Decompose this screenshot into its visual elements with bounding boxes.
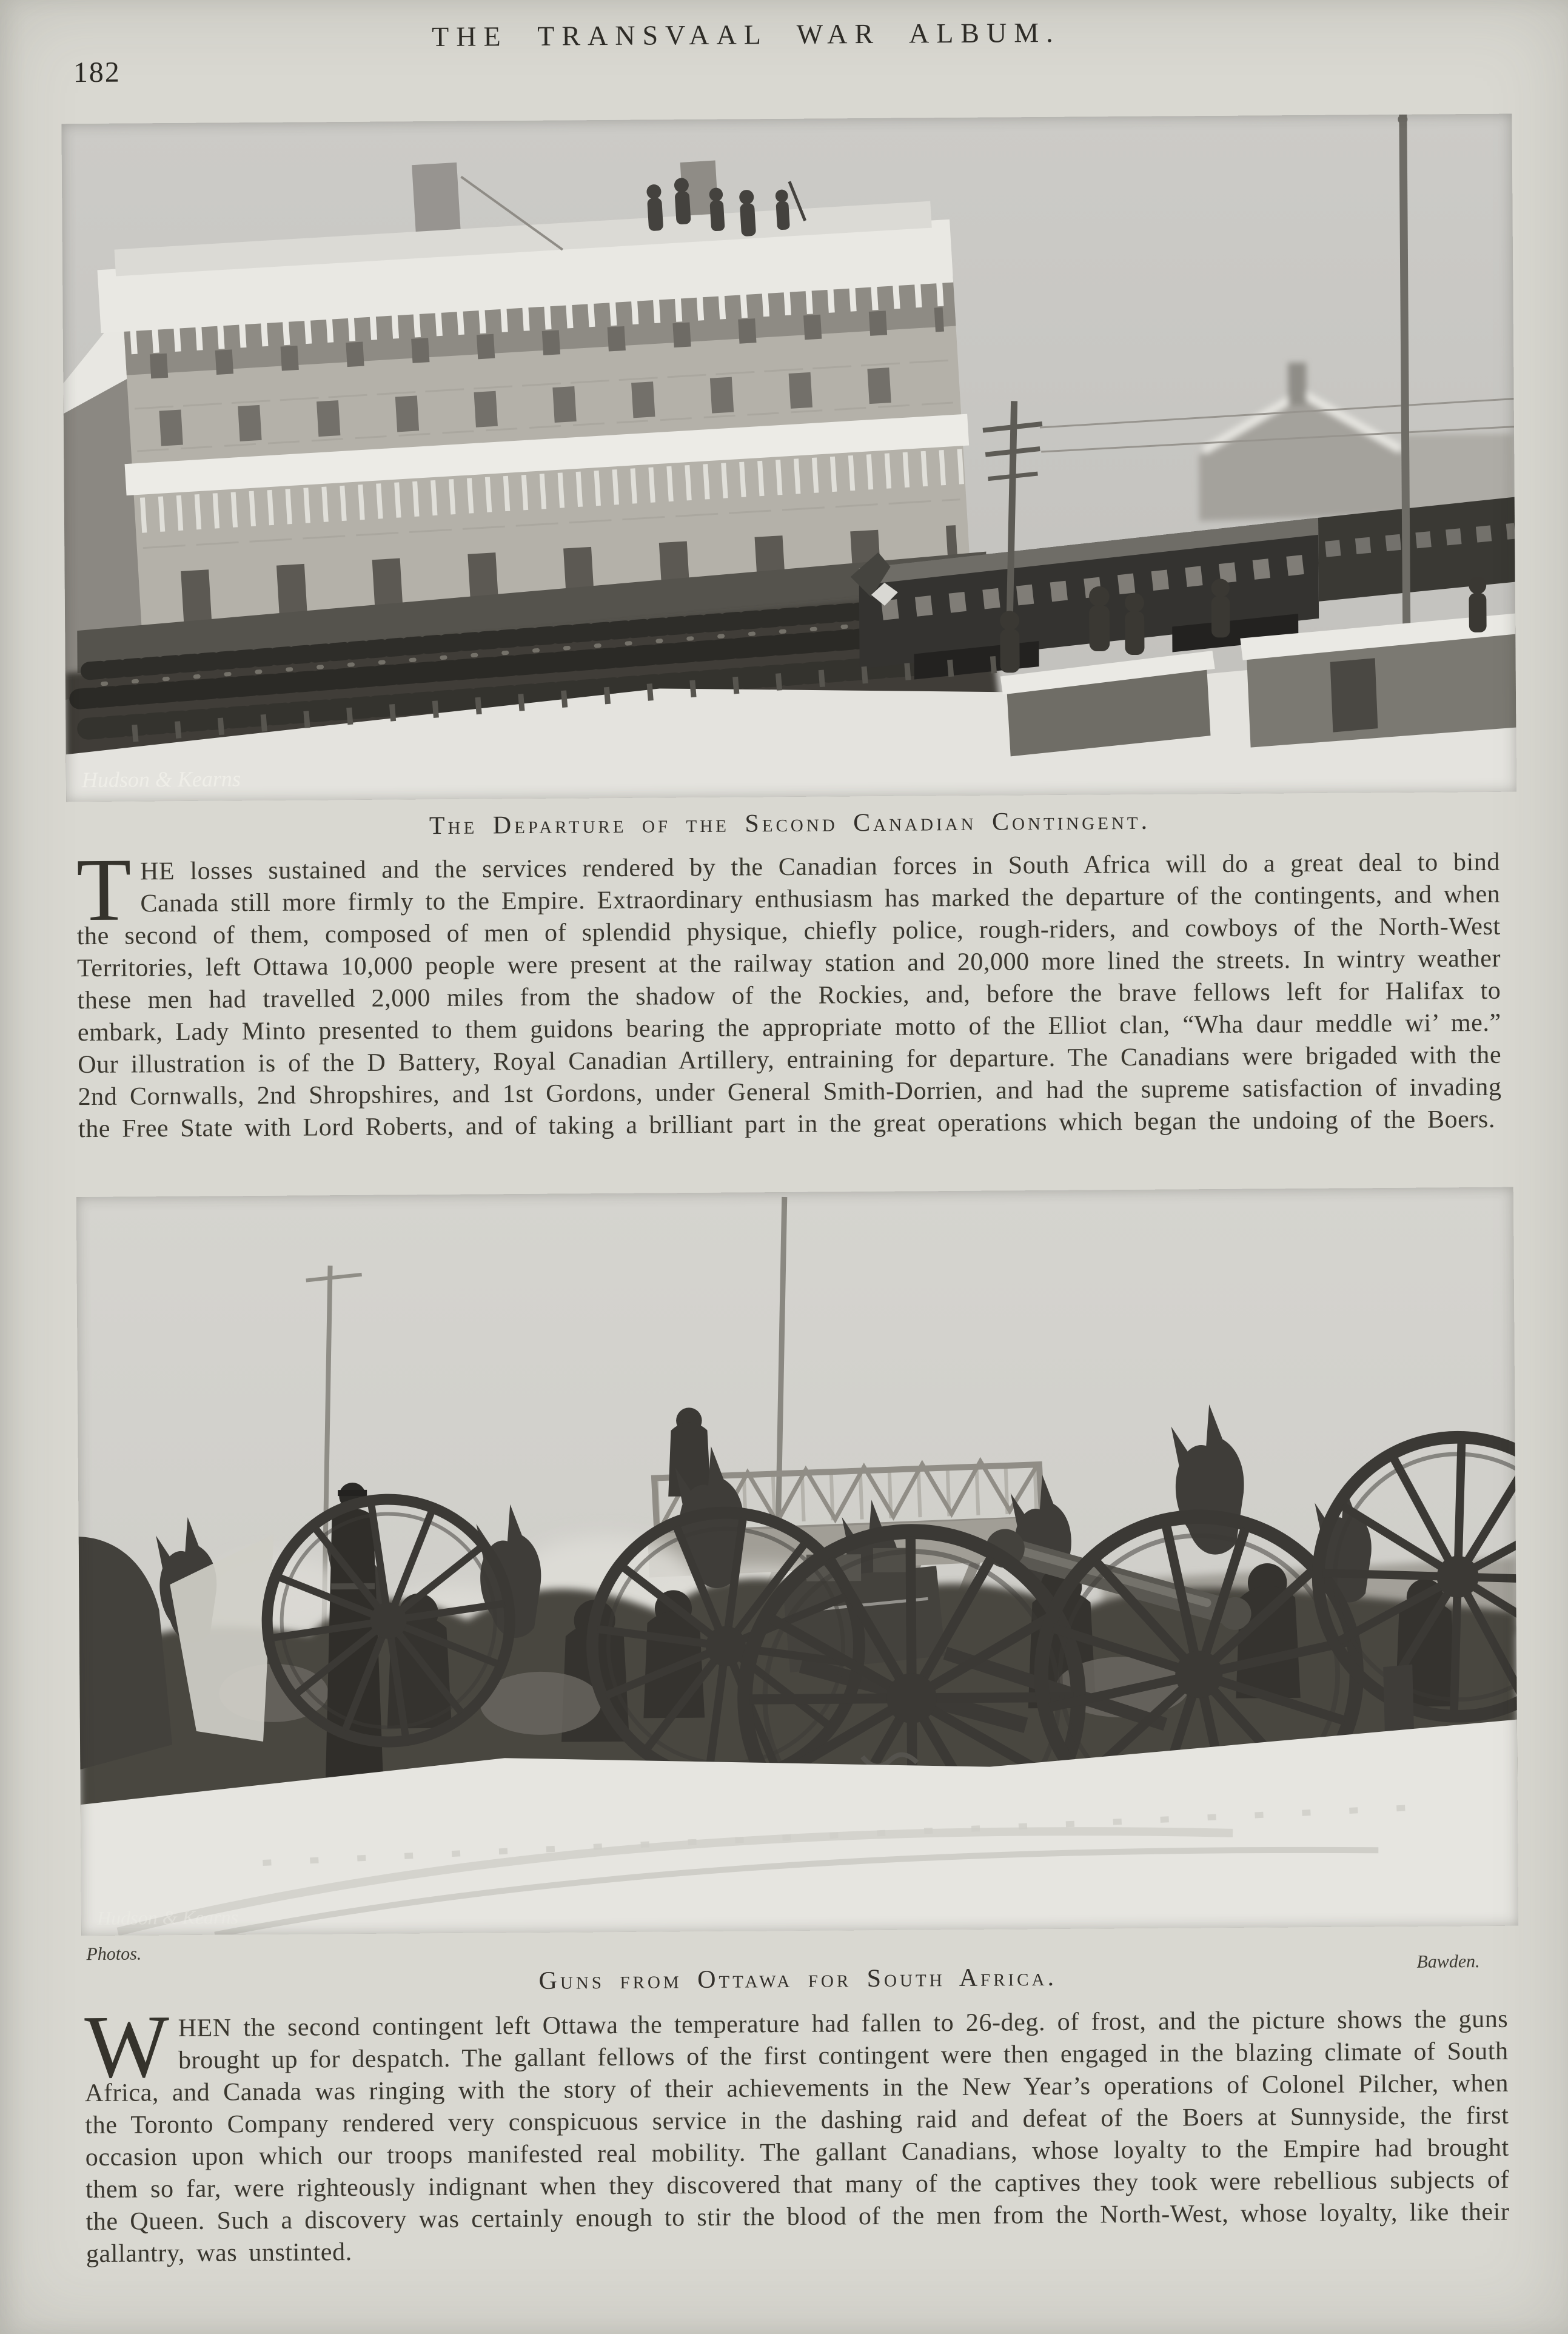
ottawa-guns-photo xyxy=(76,1187,1518,1936)
photographer-watermark: Hudson & Kearns xyxy=(96,1906,239,1929)
train-station-scene xyxy=(61,114,1516,802)
photo-credit-right: Bawden. xyxy=(1416,1951,1480,1972)
drop-cap-t: T xyxy=(76,840,132,941)
drop-cap-w: W xyxy=(84,1997,170,2098)
photo-1-caption: The Departure of the Second Canadian Contingent. xyxy=(429,807,1151,840)
photo-credit-left: Photos. xyxy=(86,1943,142,1965)
photo-2-caption: Guns from Ottawa for South Africa. xyxy=(538,1963,1057,1995)
article-1-leadin: HE xyxy=(139,857,175,886)
page-number: 182 xyxy=(73,56,121,89)
article-guns xyxy=(84,1997,1510,2270)
contingent-departure-photo xyxy=(61,114,1516,802)
article-2-body: the second contingent left Ottawa the temperature had fallen to 26-deg. of frost, and the picture shows the guns brought up for despatch. The gallant fellows of the first contingent were then engaged in the blazing climate of South Africa, and Canada was ringing with the story of their achievements in the New Year’s operations of Colonel Pilcher, when the Toronto Company rendered very conspicuous service in the dashing raid and defeat of the Boers at Sunnyside, the first occasion upon which our troops manifested real mobility. The gallant Canadians, whose loyalty to the Empire had brought them so far, were righteously indignant when they discovered that many of the captives they took were rebellious subjects of the Queen. Such a discovery was certainly enough to stir the blood of the men from the North-West, whose loyalty, like their gallantry, was unstinted. xyxy=(84,2005,1510,2269)
page-title: THE TRANSVAAL WAR ALBUM. xyxy=(431,16,1060,53)
photographer-watermark: Hudson & Kearns xyxy=(81,766,241,793)
article-2-leadin: HEN xyxy=(178,2014,232,2043)
article-2-paragraph xyxy=(84,1997,1510,2270)
article-1-paragraph xyxy=(76,840,1502,1145)
article-1-body: losses sustained and the services rendered by the Canadian forces in South Africa will do a great deal to bind Canada still more firmly to the Empire. Extraordinary enthusiasm has marked the departure of the contingents, and when the second of them, composed of men of splendid physique, chiefly police, rough-riders, and cowboys of the North-West Territories, left Ottawa 10,000 people were present at the railway station and 20,000 more lined the streets. In wintry weather these men had travelled 2,000 miles from the shadow of the Rockies, and, before the brave fellows left for Halifax to embark, Lady Minto presented to them guidons bearing the appropriate motto of the Elliot clan, “Wha daur meddle wi’ me.” Our illustration is of the D Battery, Royal Canadian Artillery, entraining for departure. The Canadians were brigaded with the 2nd Cornwalls, 2nd Shropshires, and 1st Gordons, under General Smith-Dorrien, and had the supreme satisfaction of invading the Free State with Lord Roberts, and of taking a brilliant part in the great operations which began the undoing of the Boers. xyxy=(76,848,1502,1144)
article-departure xyxy=(76,840,1502,1145)
artillery-snow-scene xyxy=(76,1187,1518,1936)
